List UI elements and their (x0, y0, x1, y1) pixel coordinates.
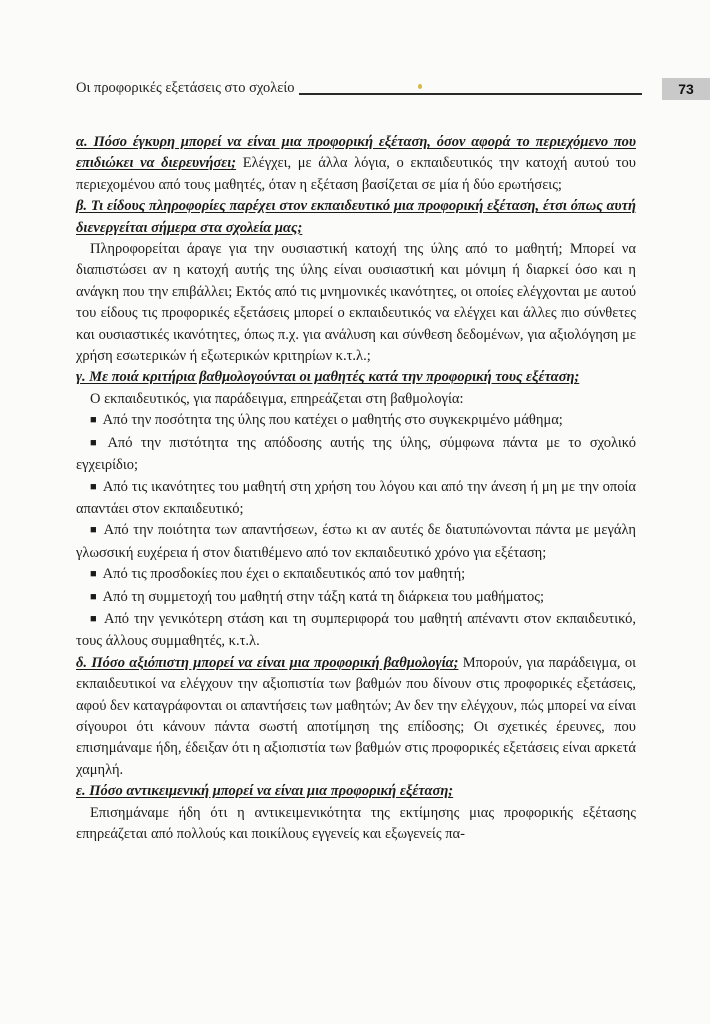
section-e-paragraph: Επισημάναμε ήδη ότι η αντικειμενικότητα της εκτίμησης μιας προφορικής εξέτασης επηρεάζεται από πολλούς και ποικίλους εγγενείς και εξωγενείς πα- (76, 804, 636, 842)
bullet-square-icon (90, 589, 103, 605)
bullet-square-icon (90, 566, 103, 582)
bullet-square-icon (90, 479, 103, 495)
page-body (76, 132, 636, 845)
bullet-square-icon (90, 522, 104, 538)
running-title: Οι προφορικές εξετάσεις στο σχολείο (76, 80, 295, 96)
list-item (76, 520, 636, 564)
section-c-intro: Ο εκπαιδευτικός, για παράδειγμα, επηρεάζεται στη βαθμολογία: (90, 390, 464, 407)
list-item-text: Από την ποιότητα των απαντήσεων, έστω κι αν αυτές δε διατυπώνονται πάντα με μεγάλη γλωσσική ευχέρεια ή στον διατιθέμενο από τον εκπαιδευτικό χρόνο για εξέταση; (76, 522, 636, 561)
section-e-heading-text: ε. Πόσο αντικειμενική μπορεί να είναι μια προφορική εξέταση; (76, 783, 454, 800)
section-b-heading-text: β. Τι είδους πληροφορίες παρέχει στον εκπαιδευτικό μια προφορική εξέταση, έτσι όπως αυτή διενεργείται σήμερα στα σχολεία μας; (76, 198, 636, 236)
list-item-text: Από την ποσότητα της ύλης που κατέχει ο μαθητής στο συγκεκριμένο μάθημα; (102, 412, 563, 429)
section-a-text: Ελέγχει, με άλλα λόγια, ο εκπαιδευτικός την κατοχή αυτού του περιεχομένου από τους μαθητές, όταν η εξέταση βασίζεται σε μία ή δύο ερωτήσεις; (76, 155, 636, 193)
bullet-square-icon (90, 435, 107, 451)
list-item (76, 477, 636, 521)
list-item-text: Από τις ικανότητες του μαθητή στη χρήση του λόγου και από την άνεση ή μη με την οποία απαντάει στον εκπαιδευτικό; (76, 478, 636, 517)
bullet-square-icon (90, 412, 103, 428)
list-item-text: Από τις προσδοκίες που έχει ο εκπαιδευτικός από τον μαθητή; (102, 566, 466, 583)
list-item-text: Από την γενικότερη στάση και τη συμπεριφορά του μαθητή απέναντι στον εκπαιδευτικό, τους άλλους συμμαθητές, κ.τ.λ. (76, 610, 636, 650)
header-rule (299, 93, 642, 95)
page-header (76, 78, 694, 102)
list-item (76, 564, 636, 586)
header-rule-mark (418, 84, 422, 89)
section-e-heading (76, 781, 636, 802)
list-item (76, 609, 636, 653)
section-d-text: Μπορούν, για παράδειγμα, οι εκπαιδευτικοί να ελέγχουν την αξιοπιστία των βαθμών που δίνουν στις προφορικές εξετάσεις, αφού δεν καταγράφονται οι απαντήσεις των μαθητών; Αν δεν την ελέγχουν, πώς μπορεί να είναι σίγουροι ότι κάνουν πάντα σωστή αποτίμηση της επίδοσης; Οι σχετικές έρευνες, που επισημάναμε ήδη, έδειξαν ότι η αξιοπιστία των βαθμών στις προφορικές εξετάσεις είναι αρκετά χαμηλή. (76, 654, 636, 778)
section-d (76, 653, 636, 781)
section-d-heading: δ. Πόσο αξιόπιστη μπορεί να είναι μια προφορική βαθμολογία; (76, 654, 459, 671)
bullet-square-icon (90, 611, 104, 627)
section-c-heading (76, 367, 636, 388)
section-a-heading: α. Πόσο έγκυρη μπορεί να είναι μια προφορική εξέταση, όσον αφορά το περιεχόμενο που επιδιώκει να διερευνήσει; (76, 134, 636, 172)
list-item (76, 587, 636, 609)
page-number: 73 (662, 78, 710, 100)
list-item (76, 410, 636, 432)
list-item (76, 433, 636, 477)
section-b-heading (76, 196, 636, 239)
section-a (76, 132, 636, 196)
list-item-text: Από τη συμμετοχή του μαθητή στην τάξη κατά τη διάρκεια του μαθήματος; (102, 588, 544, 605)
section-c-heading-text: γ. Με ποιά κριτήρια βαθμολογούνται οι μαθητές κατά την προφορική τους εξέταση; (76, 369, 580, 386)
section-b-paragraph: Πληροφορείται άραγε για την ουσιαστική κατοχή της ύλης από το μαθητή; Μπορεί να διαπιστώσει αν η κατοχή αυτής της ύλης είναι ουσιαστική και μόνιμη ή διαρκεί όσο και η ανάγκη που την επιβάλλει; Εκτός από τις μνημονικές ικανότητες, οι οποίες ελέγχονται με αυτού του είδους τις προφορικές εξετάσεις μπορεί ο εκπαιδευτικός να ελέγχει και άλλες πιο σύνθετες και ουσιαστικές ικανότητες, όπως π.χ. για ανάλυση και σύνθεση δεδομένων, για αξιολόγηση με χρήση εσωτερικών ή εξωτερικών κριτηρίων κ.τ.λ.; (76, 241, 636, 365)
list-item-text: Από την πιστότητα της απόδοσης αυτής της ύλης, σύμφωνα πάντα με το σχολικό εγχειρίδιο; (76, 434, 636, 474)
